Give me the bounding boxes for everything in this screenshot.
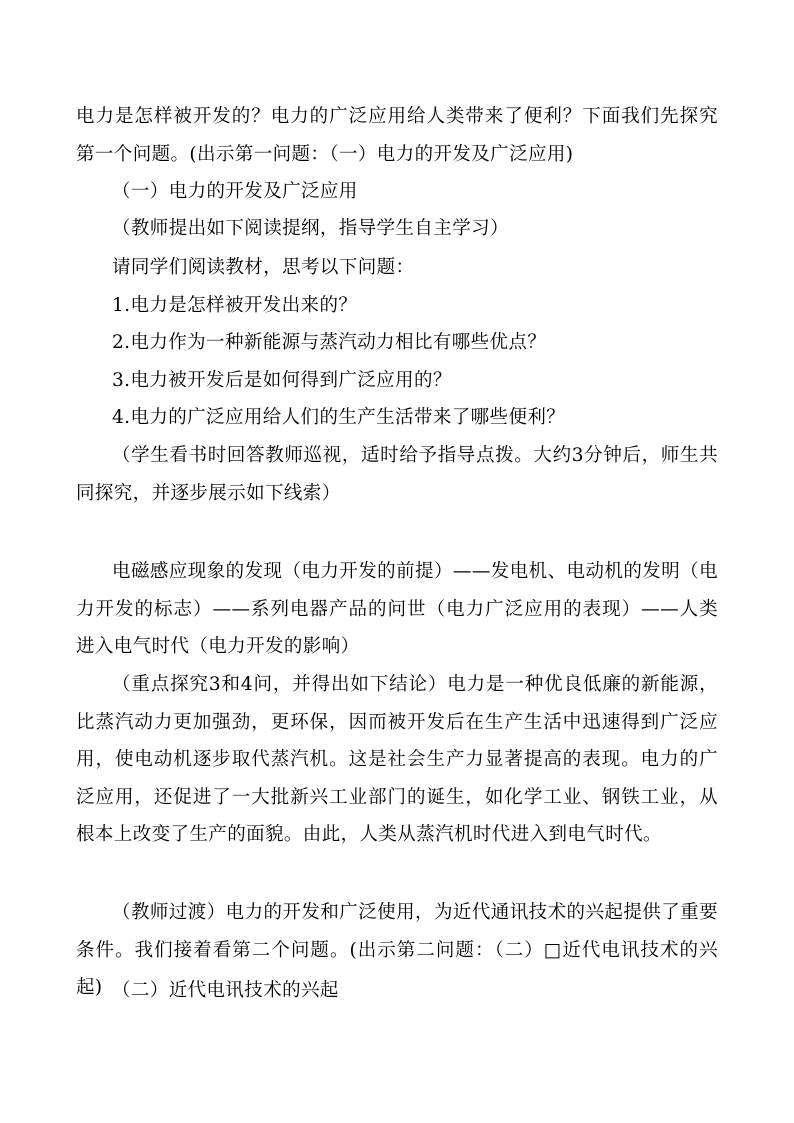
clue-chain-paragraph: 电磁感应现象的发现（电力开发的前提）——发电机、电动机的发明（电力开发的标志）——系列电器产品的问世（电力广泛应用的表现）——人类进入电气时代（电力开发的影响） bbox=[76, 561, 718, 657]
section-heading-1: （一）电力的开发及广泛应用 bbox=[112, 181, 358, 202]
reading-instruction: 请同学们阅读教材，思考以下问题： bbox=[112, 257, 415, 278]
question-item-4: 4.电力的广泛应用给人们的生产生活带来了哪些便利？ bbox=[112, 407, 566, 428]
conclusion-paragraph: （重点探究3和4问，并得出如下结论）电力是一种优良低廉的新能源，比蒸汽动力更加强劲，更环保，因而被开发后在生产生活中迅速得到广泛应用，使电动机逐步取代蒸汽机。这是社会生产力显著提高的表现。电力的广泛应用，还促进了一大批新兴工业部门的诞生，如化学工业、钢铁工业，从根本上改变了生产的面貌。由此，人类从蒸汽机时代进入到电气时代。 bbox=[76, 674, 718, 845]
intro-paragraph: 电力是怎样被开发的？电力的广泛应用给人类带来了便利？下面我们先探究第一个问题。(出示第一问题：（一）电力的开发及广泛应用) bbox=[76, 106, 718, 165]
student-activity-note: （学生看书时回答教师巡视，适时给予指导点拨。大约3分钟后，师生共同探究，并逐步展示如下线索） bbox=[76, 445, 718, 504]
question-item-2: 2.电力作为一种新能源与蒸汽动力相比有哪些优点？ bbox=[112, 332, 547, 353]
question-item-3: 3.电力被开发后是如何得到广泛应用的？ bbox=[112, 370, 452, 391]
teacher-note-outline: （教师提出如下阅读提纲，指导学生自主学习） bbox=[112, 218, 509, 239]
question-item-1: 1.电力是怎样被开发出来的？ bbox=[112, 295, 358, 316]
section-heading-2: （二）近代电讯技术的兴起 bbox=[112, 980, 339, 1001]
transition-paragraph: （教师过渡）电力的开发和广泛使用，为近代通讯技术的兴起提供了重要条件。我们接着看第二个问题。(出示第二问题：（二）□近代电讯技术的兴起) bbox=[76, 902, 718, 998]
